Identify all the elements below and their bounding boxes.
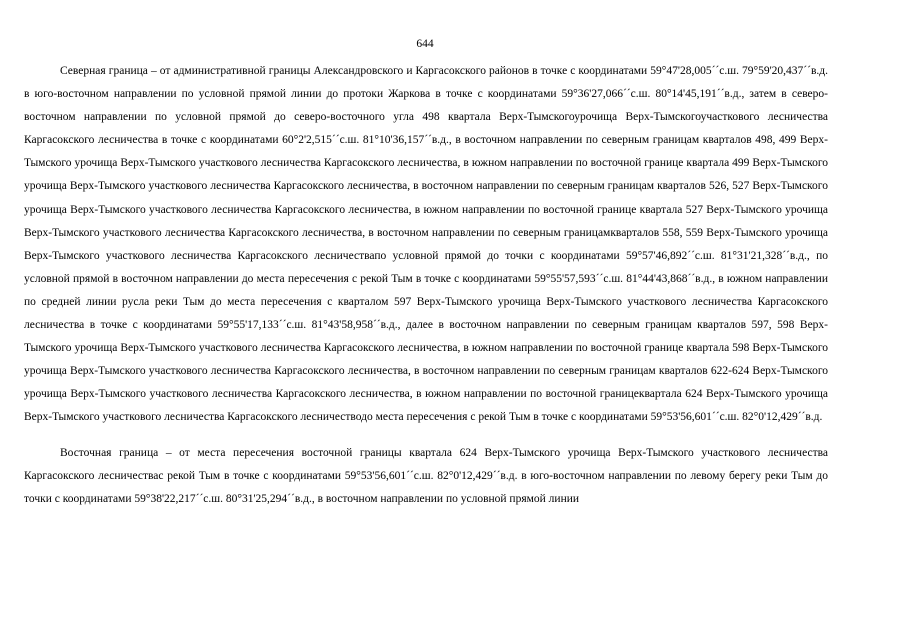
- page-number: 644: [416, 38, 434, 50]
- paragraph-northern-boundary: Северная граница – от административной границы Александровского и Каргасокского районов в точке с координатами 59°47'28,005´´с.ш. 79°59'20,437´´в.д. в юго-восточном направлении по условной прямой линии до протоки Жаркова в точке с координатами 59°36'27,066´´с.ш. 80°14'45,191´´в.д., затем в северо-восточном направлении по условной прямой до северо-восточного угла 498 квартала Верх-Тымскогоурочища Верх-Тымскогоучасткового лесничества Каргасокского лесничества в точке с координатами 60°2'2,515´´с.ш. 81°10'36,157´´в.д., в восточном направлении по северным границам кварталов 498, 499 Верх-Тымского урочища Верх-Тымского участкового лесничества Каргасокского лесничества, в южном направлении по восточной границе квартала 499 Верх-Тымского урочища Верх-Тымского участкового лесничества Каргасокского лесничества, в восточном направлении по северным границам кварталов 526, 527 Верх-Тымского урочища Верх-Тымского участкового лесничества Каргасокского лесничества, в южном направлении по восточной границе квартала 527 Верх-Тымского урочища Верх-Тымского участкового лесничества Каргасокского лесничества, в восточном направлении по северным границамкварталов 558, 559 Верх-Тымского урочища Верх-Тымского участкового лесничества Каргасокского лесничествапо условной прямой до точки с координатами 59°57'46,892´´с.ш. 81°31'21,328´´в.д., по условной прямой в восточном направлении до места пересечения с рекой Тым в точке с координатами 59°55'57,593´´с.ш. 81°44'43,868´´в.д., в южном направлении по средней линии русла реки Тым до места пересечения с кварталом 597 Верх-Тымского урочища Верх-Тымского участкового лесничества Каргасокского лесничества в точке с координатами 59°55'17,133´´с.ш. 81°43'58,958´´в.д., далее в восточном направлении по северным границам кварталов 597, 598 Верх-Тымского урочища Верх-Тымского участкового лесничества Каргасокского лесничества, в южном направлении по восточной границе квартала 598 Верх-Тымского урочища Верх-Тымского участкового лесничества Каргасокского лесничества, в восточном направлении по северным границам кварталов 622-624 Верх-Тымского урочища Верх-Тымского участкового лесничества Каргасокского лесничества, в южном направлении по восточной границеквартала 624 Верх-Тымского урочища Верх-Тымского участкового лесничества Каргасокского лесничестводо места пересечения с рекой Тым в точке с координатами 59°53'56,601´´с.ш. 82°0'12,429´´в.д.: [24, 65, 828, 424]
- document-body: [24, 60, 828, 511]
- paragraph-eastern-boundary: Восточная граница – от места пересечения восточной границы квартала 624 Верх-Тымского урочища Верх-Тымского участкового лесничества Каргасокского лесничествас рекой Тым в точке с координатами 59°53'56,601´´с.ш. 82°0'12,429´´в.д. в юго-восточном направлении по левому берегу реки Тым до точки с координатами 59°38'22,217´´с.ш. 80°31'25,294´´в.д., в восточном направлении по условной прямой линии: [24, 446, 828, 505]
